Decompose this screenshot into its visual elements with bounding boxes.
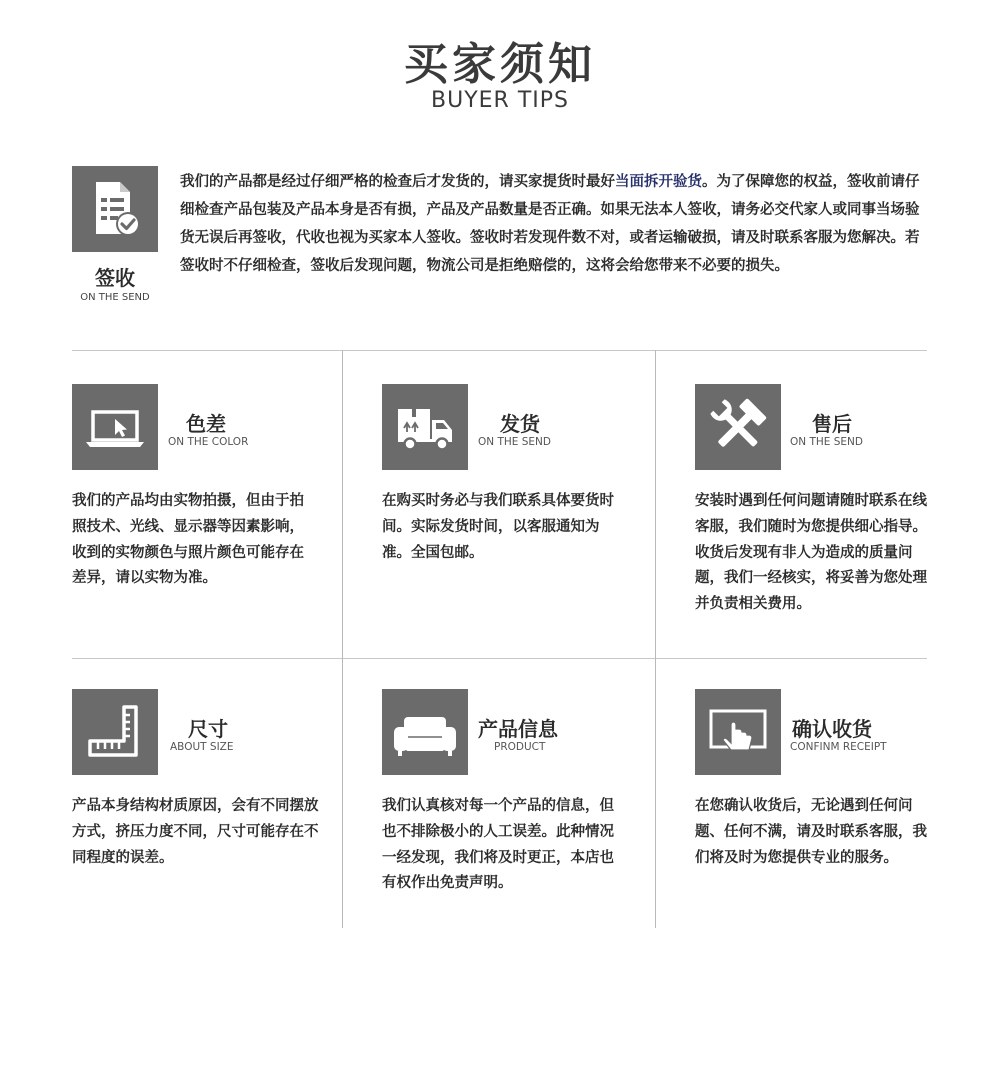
page-subtitle: BUYER TIPS xyxy=(431,88,569,113)
card-title: 产品信息 xyxy=(478,717,558,741)
sign-paragraph xyxy=(180,168,930,280)
divider xyxy=(72,658,927,659)
sign-label: 签收 xyxy=(95,266,135,290)
card-text: 我们的产品均由实物拍摄，但由于拍照技术、光线、显示器等因素影响，收到的实物颜色与照片颜色可能存在差异，请以实物为准。 xyxy=(72,493,304,587)
sign-text-highlight: 当面拆开验货 xyxy=(615,174,702,190)
card-title: 尺寸 xyxy=(188,717,228,741)
card-title: 发货 xyxy=(500,412,540,436)
sign-text-part: 我们的产品都是经过仔细严格的检查后才发货的，请买家提货时最好 xyxy=(180,174,615,190)
card-subtitle: ON THE COLOR xyxy=(168,436,249,448)
touch-screen-icon xyxy=(695,689,781,775)
divider xyxy=(655,350,656,928)
card-subtitle: CONFINM RECEIPT xyxy=(790,741,887,753)
card-text: 我们认真核对每一个产品的信息，但也不排除极小的人工误差。此种情况一经发现，我们将及时更正，本店也有权作出免责声明。 xyxy=(382,798,614,892)
card-subtitle: ABOUT SIZE xyxy=(170,741,234,753)
divider xyxy=(72,350,927,351)
card-title: 售后 xyxy=(812,412,852,436)
card-text: 在您确认收货后，无论遇到任何问题、任何不满，请及时联系客服，我们将及时为您提供专业的服务。 xyxy=(695,798,927,866)
tools-icon xyxy=(695,384,781,470)
divider xyxy=(342,350,343,928)
ruler-icon xyxy=(72,689,158,775)
sign-sublabel: ON THE SEND xyxy=(80,292,150,303)
card-title: 确认收货 xyxy=(792,717,872,741)
document-check-icon xyxy=(72,166,158,252)
card-subtitle: ON THE SEND xyxy=(790,436,863,448)
delivery-truck-icon xyxy=(382,384,468,470)
sofa-icon xyxy=(382,689,468,775)
card-text: 产品本身结构材质原因，会有不同摆放方式，挤压力度不同，尺寸可能存在不同程度的误差。 xyxy=(72,798,319,866)
card-title: 色差 xyxy=(186,412,226,436)
card-text: 在购买时务必与我们联系具体要货时间。实际发货时间，以客服通知为准。全国包邮。 xyxy=(382,493,614,561)
laptop-icon xyxy=(72,384,158,470)
card-text: 安装时遇到任何问题请随时联系在线客服，我们随时为您提供细心指导。收货后发现有非人为造成的质量问题，我们一经核实，将妥善为您处理并负责相关费用。 xyxy=(695,493,927,613)
card-subtitle: PRODUCT xyxy=(494,741,546,753)
sign-text-part: 。为了保障您的权益，签收前请仔细检查产品包装及产品本身是否有损，产品及产品数量是否正确。如果无法本人签收，请务必交代家人或同事当场验货无误后再签收，代收也视为买家本人签收。签收时若发现件数不对，或者运输破损，请及时联系客服为您解决。若签收时不仔细检查，签收后发现问题，物流公司是拒绝赔偿的，这将会给您带来不必要的损失。 xyxy=(180,174,920,274)
card-subtitle: ON THE SEND xyxy=(478,436,551,448)
page-title: 买家须知 xyxy=(404,39,596,90)
